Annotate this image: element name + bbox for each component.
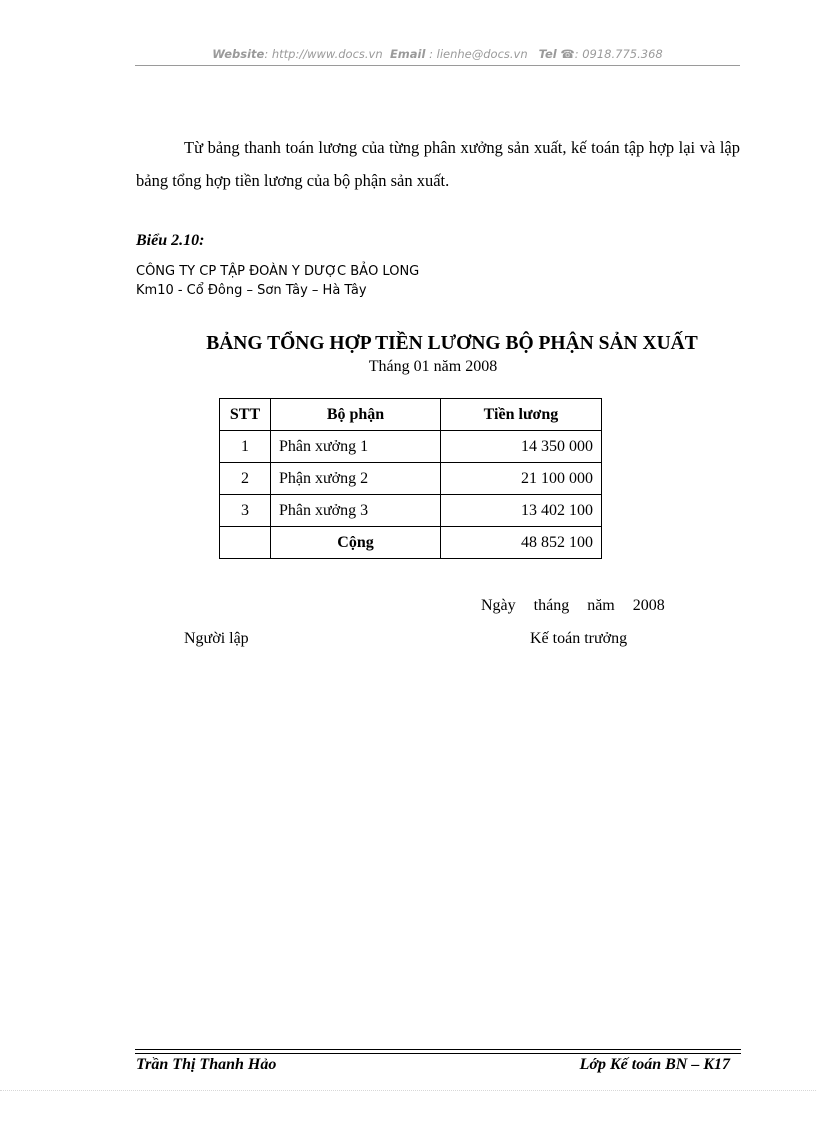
total-stt-empty [220,527,271,559]
figure-label: Biểu 2.10: [136,232,205,249]
page-header [135,47,740,66]
row-stt: 3 [220,495,271,527]
header-stt: STT [220,399,271,431]
header-department: Bộ phận [271,399,441,431]
salary-summary-table [219,398,602,559]
company-address: Km10 - Cổ Đông – Sơn Tây – Hà Tây [136,283,367,298]
table-total-row [220,527,602,559]
email-label: Email [389,47,426,61]
row-amount: 21 100 000 [441,463,602,495]
table-header-row [220,399,602,431]
total-label: Cộng [271,527,441,559]
row-amount: 14 350 000 [441,431,602,463]
company-name: CÔNG TY CP TẬP ĐOÀN Y DƯỢC BẢO LONG [136,264,420,279]
table-row [220,463,602,495]
website-value: : http://www.docs.vn [264,47,383,61]
tel-value: : 0918.775.368 [574,47,663,61]
date-line: Ngày tháng năm 2008 [481,597,665,614]
total-amount: 48 852 100 [441,527,602,559]
tel-label: Tel [538,47,557,61]
footer-divider [135,1049,741,1054]
table-row [220,431,602,463]
row-stt: 2 [220,463,271,495]
header-amount: Tiền lương [441,399,602,431]
row-stt: 1 [220,431,271,463]
table-row [220,495,602,527]
intro-paragraph: Từ bảng thanh toán lương của từng phân xưởng sản xuất, kế toán tập hợp lại và lập bảng tổng hợp tiền lương của bộ phận sản xuất. [136,138,740,190]
row-department: Phận xưởng 2 [271,463,441,495]
row-department: Phân xưởng 1 [271,431,441,463]
website-label: Website [212,47,265,61]
row-department: Phân xưởng 3 [271,495,441,527]
phone-icon: ☎ [560,47,575,61]
footer-author: Trần Thị Thanh Hảo [136,1056,277,1073]
report-title: BẢNG TỔNG HỢP TIỀN LƯƠNG BỘ PHẬN SẢN XUẤT [206,333,698,354]
footer-class: Lớp Kế toán BN – K17 [579,1056,730,1073]
chief-accountant-signature: Kế toán trưởng [530,630,628,647]
report-subtitle: Tháng 01 năm 2008 [368,358,498,375]
row-amount: 13 402 100 [441,495,602,527]
email-value: : lienhe@docs.vn [425,47,528,61]
preparer-signature: Người lập [184,630,249,647]
company-block [136,262,419,300]
page-bottom-edge [0,1090,816,1124]
